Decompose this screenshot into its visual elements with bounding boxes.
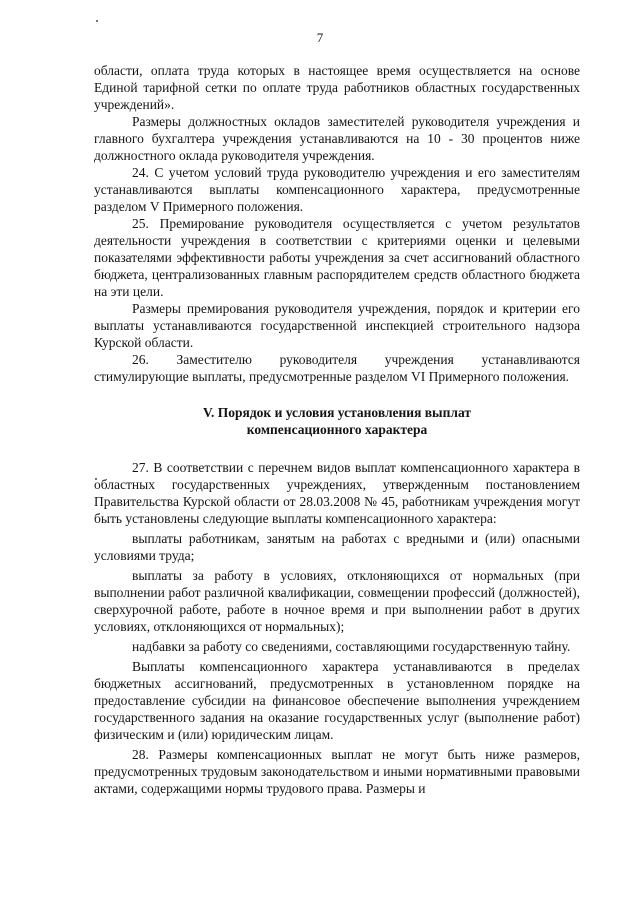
paragraph-28: 28. Размеры компенсационных выплат не могут быть ниже размеров, предусмотренных трудовым законодательством и иными нормативными правовыми актами, содержащими нормы трудового права. Размеры и	[94, 747, 580, 796]
list-item-state-secret: надбавки за работу со сведениями, составляющими государственную тайну.	[132, 639, 571, 654]
list-item-abnormal-conditions: выплаты за работу в условиях, отклоняющихся от нормальных (при выполнении работ различной квалификации, совмещении профессий (должностей), сверхурочной работе, работе в ночное время и при выполнении работ в других условиях, отклоняющихся от нормальных);	[94, 568, 580, 634]
paragraph-continuation: области, оплата труда которых в настоящее время осуществляется на основе Единой тарифной сетки по оплате труда работников областных государственных учреждений».	[94, 63, 580, 112]
document-body	[94, 62, 580, 797]
section-heading-line-1: V. Порядок и условия установления выплат	[203, 405, 471, 420]
paragraph-deputy-salaries: Размеры должностных окладов заместителей руководителя учреждения и главного бухгалтера учреждения устанавливаются на 10 - 30 процентов ниже должностного оклада руководителя учреждения.	[94, 114, 580, 163]
list-item-hazardous-work: выплаты работникам, занятым на работах с вредными и (или) опасными условиями труда;	[94, 531, 580, 563]
paragraph-27: 27. В соответствии с перечнем видов выплат компенсационного характера в областных государственных учреждениях, утвержденным постановлением Правительства Курской области от 28.03.2008 № 45, работникам учреждения могут быть установлены следующие выплаты компенсационного характера:	[94, 460, 580, 526]
paragraph-bonus-criteria: Размеры премирования руководителя учреждения, порядок и критерии его выплаты устанавливаются государственной инспекцией строительного надзора Курской области.	[94, 301, 580, 350]
section-heading-line-2: компенсационного характера	[246, 422, 428, 437]
paragraph-26: 26. Заместителю руководителя учреждения устанавливаются стимулирующие выплаты, предусмотренные разделом VI Примерного положения.	[94, 352, 580, 384]
section-heading	[94, 404, 580, 438]
paragraph-24: 24. С учетом условий труда руководителю учреждения и его заместителям устанавливаются выплаты компенсационного характера, предусмотренные разделом V Примерного положения.	[94, 165, 580, 214]
paragraph-compensation-limits: Выплаты компенсационного характера устанавливаются в пределах бюджетных ассигнований, предусмотренных в установленном порядке на предоставление субсидии на финансовое обеспечение выполнения учреждением государственного задания на оказание государственных услуг (выполнение работ) физическим и (или) юридическим лицам.	[94, 659, 580, 742]
page-number: 7	[316, 30, 324, 45]
scan-speck-top-left	[96, 20, 98, 22]
paragraph-25: 25. Премирование руководителя осуществляется с учетом результатов деятельности учреждения в соответствии с критериями оценки и целевыми показателями эффективности работы учреждения за счет ассигнований областного бюджета, централизованных главным распорядителем средств областного бюджета на эти цели.	[94, 216, 580, 299]
